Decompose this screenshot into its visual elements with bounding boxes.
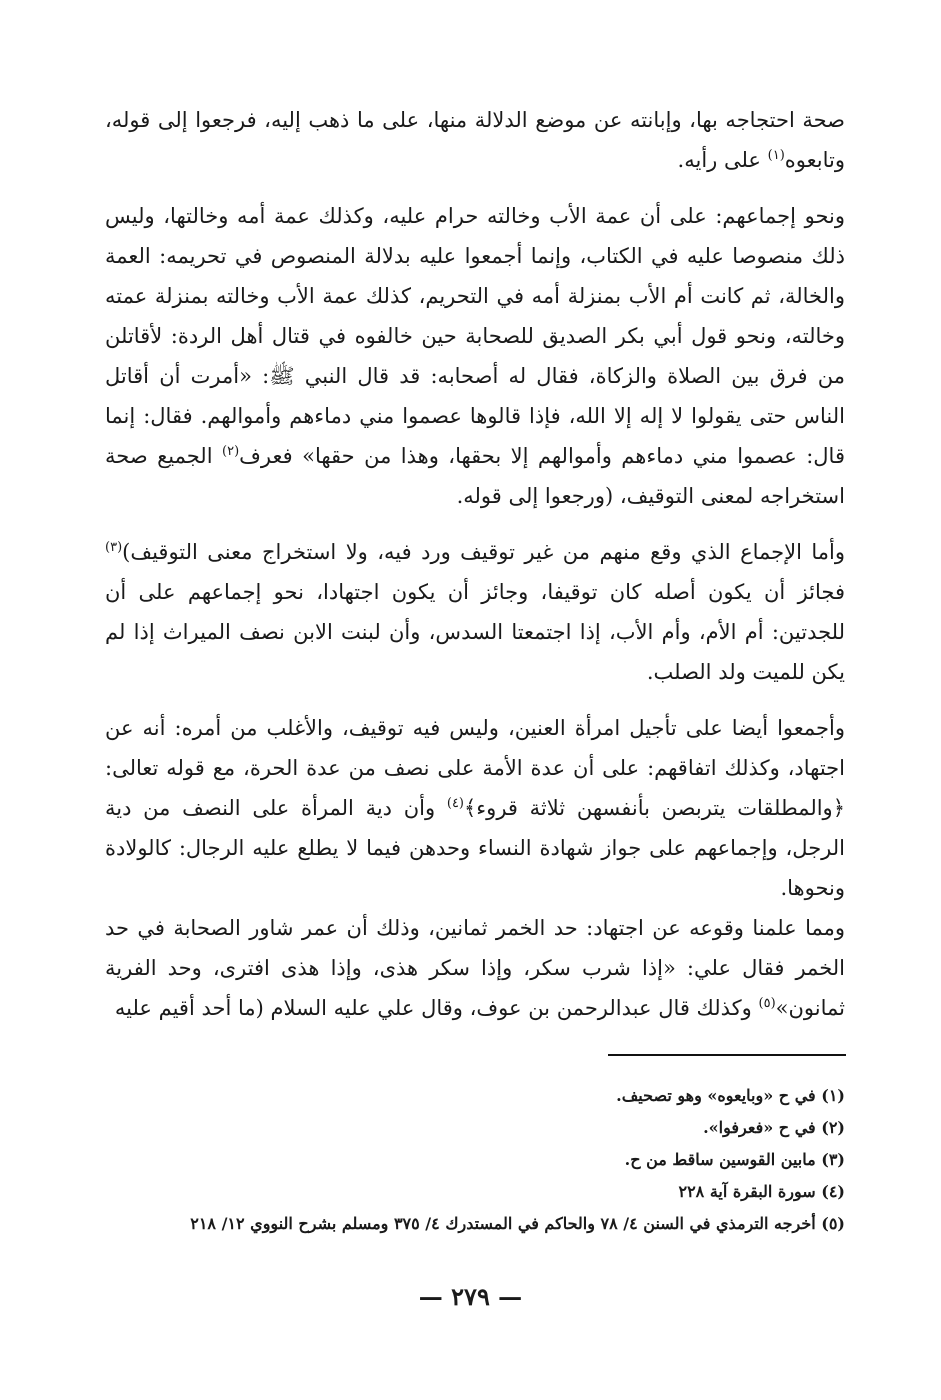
footnote-4: (٤) سورة البقرة آية ٢٢٨ [678, 1182, 845, 1201]
page-number: — ٢٧٩ — [418, 1282, 523, 1311]
footnote-ref-5: (٥) [758, 996, 776, 1011]
footnote-ref-4: (٤) [446, 796, 464, 811]
footnote-ref-2: (٢) [222, 444, 240, 459]
footnote-ref-3: (٣) [105, 540, 123, 555]
paragraph-1: صحة احتجاجه بها، وإبانته عن موضع الدلالة منها، على ما ذهب إليه، فرجعوا إلى قوله، وتابعوه$^{(١)}$ على رأيه. [105, 108, 845, 172]
paragraph-4: وأجمعوا أيضا على تأجيل امرأة العنين، وليس فيه توقيف، والأغلب من أمره: أنه عن اجتهاد، وكذلك اتفاقهم: على أن عدة الأمة على نصف من عدة الحرة، مع قوله تعالى: ﴿والمطلقات يتربصن بأنفسهن ثلاثة قروء﴾$^{(٤)}$ وأن دية المرأة على النصف من دية الرجل، وإجماعهم على جواز شهادة النساء وحدهن فيما لا يطلع عليه الرجال: كالولادة ونحوها. [105, 716, 845, 900]
footnote-ref-1: (١) [767, 148, 785, 163]
main-text [105, 100, 845, 1028]
footnote-5: (٥) أخرجه الترمذي في السنن ٤/ ٧٨ والحاكم في المستدرك ٤/ ٣٧٥ ومسلم بشرح النووي ١٢/ ٢١٨ [190, 1214, 845, 1233]
footnote-separator [608, 1054, 846, 1056]
footnote-3: (٣) مابين القوسين ساقط من ح. [624, 1150, 845, 1169]
footnotes [105, 1080, 845, 1240]
paragraph-2: ونحو إجماعهم: على أن عمة الأب وخالته حرام عليه، وكذلك عمة أمه وخالتها، وليس ذلك منصوصا عليه في الكتاب، وإنما أجمعوا عليه بدلالة المنصوص في تحريمه: العمة والخالة، ثم كانت أم الأب بمنزلة أمه في التحريم، كذلك عمة الأب وخالته بمنزلة عمته وخالته، ونحو قول أبي بكر الصديق للصحابة حين خالفوه في قتال أهل الردة: لأقاتلن من فرق بين الصلاة والزكاة، فقال له أصحابه: قد قال النبي ﷺ: «أمرت أن أقاتل الناس حتى يقولوا لا إله إلا الله، فإذا قالوها عصموا مني دماءهم وأموالهم. فقال: إنما قال: عصموا مني دماءهم وأموالهم إلا بحقها، وهذا من حقها» فعرف$^{(٢)}$ الجميع صحة استخراجه لمعنى التوقيف، (ورجعوا إلى قوله. [105, 204, 845, 508]
footnote-1: (١) في ح «وبايعوه» وهو تصحيف. [616, 1086, 845, 1105]
paragraph-5: ومما علمنا وقوعه عن اجتهاد: حد الخمر ثمانين، وذلك أن عمر شاور الصحابة في حد الخمر فقال علي: «إذا شرب سكر، وإذا سكر هذى، وإذا هذى افترى، وحد الفرية ثمانون»$^{(٥)}$ وكذلك قال عبدالرحمن بن عوف، وقال علي عليه السلام (ما أحد أقيم عليه [105, 916, 845, 1020]
paragraph-3: وأما الإجماع الذي وقع منهم من غير توقيف ورد فيه، ولا استخراج معنى التوقيف)$^{(٣)}$ فجائز أن يكون أصله كان توقيفا، وجائز أن يكون اجتهادا، نحو إجماعهم على أن للجدتين: أم الأم، وأم الأب، إذا اجتمعتا السدس، وأن لبنت الابن نصف الميراث إذا لم يكن للميت ولد الصلب. [105, 540, 845, 684]
footnote-2: (٢) في ح «فعرفوا». [703, 1118, 845, 1137]
